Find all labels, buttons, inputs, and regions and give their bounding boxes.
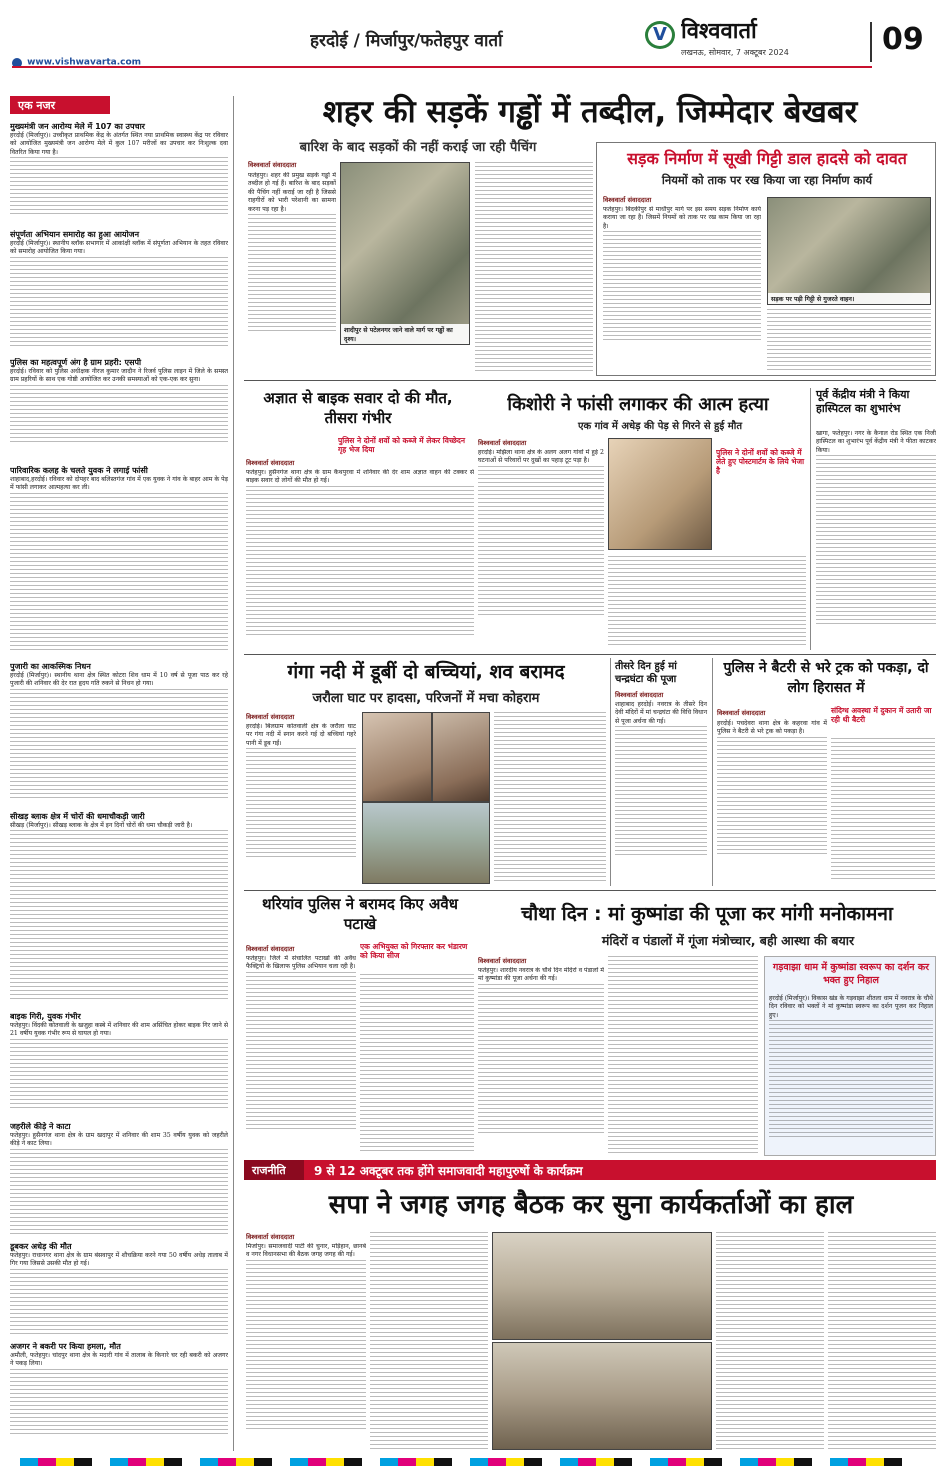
road-subhead: नियमों को ताक पर रख किया जा रहा निर्माण कार्य — [661, 173, 873, 187]
crackers-text-lines — [246, 972, 356, 1132]
brief-text-lines — [10, 157, 228, 217]
politics-body-cont — [828, 1232, 936, 1450]
brief-title: सीखड़ ब्लाक क्षेत्र में चोरों की धमाचौकड़ी जारी — [10, 812, 145, 821]
chandraghanta-byline: विश्ववार्ता संवाददाता — [615, 691, 664, 699]
politics-label: राजनीति — [244, 1160, 304, 1180]
battery-byline: विश्ववार्ता संवाददाता — [717, 709, 766, 717]
ganga-body — [246, 723, 356, 873]
brief-title: पारिवारिक कलह के चलते युवक ने लगाई फांसी — [10, 466, 148, 475]
lead-photo-caption: शादीपुर से पटेलनगर जाने वाले मार्ग पर गड्ढों का दृश्य। — [341, 324, 469, 344]
minister-story — [810, 388, 936, 650]
kushmanda-byline: विश्ववार्ता संवाददाता — [478, 957, 527, 965]
website-url[interactable] — [12, 52, 192, 66]
lead-headline: शहर की सड़कें गड्ढों में तब्दील, जिम्मेदार बेखबर — [322, 94, 858, 130]
brief-text-lines — [10, 689, 228, 799]
politics-text: मिर्जापुर। समाजवादी पार्टी की चुनार, मड़िहान, छानबे व नगर विधानसभा की बैठक जगह जगह की गई। — [246, 1243, 366, 1259]
brief-title: बाइक गिरी, युवक गंभीर — [10, 1012, 81, 1021]
ek-nazar-column — [8, 96, 234, 1451]
brief-text: फतेहपुर। हुसैनगंज थाना क्षेत्र के ग्राम खदापुर में शनिवार की शाम 35 वर्षीय युवक को जहरीले कीड़े ने काट लिया। — [10, 1132, 228, 1148]
politics-text-lines — [370, 1232, 488, 1450]
suicide-text-lines — [478, 466, 604, 616]
brief-title: पुजारी का आकस्मिक निधन — [10, 662, 91, 671]
page-number — [870, 22, 930, 62]
politics-text-lines — [246, 1260, 366, 1430]
road-photo-caption: सड़क पर पड़ी गिट्टी से गुजरते वाहन। — [768, 293, 930, 304]
bike-callout: पुलिस ने दोनों शवों को कब्जे में लेकर विच्छेदन गृह भेज दिया — [338, 436, 466, 454]
road-text-lines — [603, 231, 761, 341]
ganga-text-lines — [246, 748, 356, 858]
ganga-photo-girl-2 — [432, 712, 490, 802]
brief-item — [10, 358, 228, 466]
brief-text: शाहाबाद,हरदोई। रविवार को दोपहर बाद बलिस्तगंज गांव में एक युवक ने गांव के बाहर आम के पेड़ में फांसी लगाकर आत्महत्या कर ली। — [10, 476, 228, 492]
ganga-headline: गंगा नदी में डूबीं दो बच्चियां, शव बरामद — [287, 661, 565, 683]
globe-icon — [12, 58, 22, 67]
logo-text: विश्ववार्ता — [681, 19, 757, 44]
politics-body-cont — [716, 1232, 824, 1450]
battery-body-cont — [831, 738, 935, 882]
road-byline: विश्ववार्ता संवाददाता — [603, 196, 652, 204]
brief-text-lines — [10, 385, 228, 445]
kushmanda-box-text: हरदोई (मिर्जापुर)। विकास खंड के गड़वाझा शीतला धाम में नवरात्र के चौथे दिन रविवार को भक्तों ने मां कुष्मांडा स्वरूप का दर्शन पूजन कर निहाल हुए। — [769, 995, 933, 1019]
suicide-body — [478, 449, 604, 649]
divider — [244, 380, 936, 381]
kushmanda-box-headline: गड़वाझा धाम में कुष्मांडा स्वरूप का दर्शन कर भक्त हुए निहाल — [772, 962, 930, 986]
brief-title: जहरीले कीड़े ने काटा — [10, 1122, 71, 1131]
divider — [244, 654, 936, 655]
brief-text: अमौली, फतेहपुर। चांदपुर थाना क्षेत्र के मदारी गांव में तालाब के किनारे चर रही बकरी को अजगर ने पकड़ लिया। — [10, 1352, 228, 1368]
suicide-text: हरदोई। मझिला थाना क्षेत्र के अलग अलग गांवों में हुई 2 घटनाओं से परिवारों पर दुखों का पहाड़ टूट पड़ा है। — [478, 449, 604, 465]
lead-body-cont — [475, 162, 593, 372]
brief-item — [10, 812, 228, 1012]
road-photo — [767, 197, 931, 305]
lead-text: फतेहपुर। शहर की प्रमुख सड़कें गड्ढों में तब्दील हो गई हैं। बारिश के बाद सड़कों की पैचिंग नहीं कराई जा रही है जिससे राहगीरों को भारी परेशानी का सामना करना पड़ रहा है। — [248, 172, 336, 213]
header-rule — [12, 66, 872, 68]
brief-title: पुलिस का महत्वपूर्ण अंग है ग्राम प्रहरी: एसपी — [10, 358, 142, 367]
chandraghanta-text-lines — [615, 726, 707, 856]
kushmanda-text-lines — [608, 956, 758, 1156]
brief-text: हरदोई। रविवार को पुलिस अधीक्षक नीरज कुमार जादौन ने रिजर्व पुलिस लाइन में जिले के समस्त ग्राम प्रहरियों के साथ एक गोष्ठी आयोजित कर उनकी समस्याओं को एक-एक कर सुना। — [10, 368, 228, 384]
kushmanda-box-lines — [769, 1020, 933, 1140]
brief-text-lines — [10, 1149, 228, 1234]
kushmanda-subhead: मंदिरों व पंडालों में गूंजा मंत्रोच्चार, बही आस्था की बयार — [601, 933, 855, 948]
minister-text: खागा, फतेहपुर। नगर के कैनाल रोड स्थित एक निजी हास्पिटल का शुभारंभ पूर्व केंद्रीय मंत्री ने फीता काटकर किया। — [816, 430, 936, 454]
brief-item — [10, 1242, 228, 1342]
lead-text-lines — [248, 214, 336, 334]
ganga-photo-girl-1 — [362, 712, 432, 802]
suicide-text-lines — [608, 556, 806, 648]
crackers-text: फतेहपुर। जिले में संचालित पटाखों की अवैध फैक्ट्रियों के खिलाफ पुलिस अभियान चला रही है। — [246, 955, 356, 971]
battery-body — [717, 720, 827, 882]
road-headline: सड़क निर्माण में सूखी गिट्टी डाल हादसे को दावत — [627, 149, 907, 168]
page-number-text: 09 — [882, 22, 924, 57]
politics-body-cont — [370, 1232, 488, 1450]
politics-photo-2 — [492, 1342, 712, 1450]
kushmanda-text-lines — [478, 984, 604, 1134]
crackers-body — [246, 955, 356, 1155]
ganga-text: हरदोई। बिलग्राम कोतवाली क्षेत्र के जरौला घाट पर गंगा नदी में स्नान करने गई दो बच्चियां गहरे पानी में डूब गईं। — [246, 723, 356, 747]
road-text-lines — [767, 309, 931, 371]
kushmanda-body-cont — [608, 956, 758, 1156]
bike-byline: विश्ववार्ता संवाददाता — [246, 459, 295, 467]
battery-callout: संदिग्ध अवस्था में दुकान में उतारी जा रही थी बैटरी — [831, 706, 932, 724]
kushmanda-text: फतेहपुर। शारदीय नवरात्र के चौथे दिन मंदिरों व पंडालों में मां कुष्मांडा की पूजा अर्चना की गई। — [478, 967, 604, 983]
kushmanda-body — [478, 967, 604, 1155]
battery-text-lines — [831, 738, 935, 882]
suicide-callout: पुलिस ने दोनों शवों को कब्जे में लेते हुए पोस्टमार्टम के लिये भेजा है — [716, 448, 805, 475]
brief-text-lines — [10, 1039, 228, 1109]
road-body — [603, 206, 761, 372]
crackers-callout: एक अभियुक्त को गिरफ्तार कर भंडारण को किया सीज — [360, 942, 468, 960]
lead-subhead: बारिश के बाद सड़कों की नहीं कराई जा रही पैचिंग — [299, 140, 537, 155]
brief-text-lines — [10, 493, 228, 653]
brief-text-lines — [10, 1269, 228, 1334]
crackers-body-cont — [360, 974, 474, 1154]
chandraghanta-text: शाहाबाद हरदोई। नवरात्र के तीसरे दिन देवी मंदिरों में मां चन्द्रघंटा की विधि विधान से पूजा अर्चना की गई। — [615, 701, 708, 725]
politics-headline: सपा ने जगह जगह बैठक कर सुना कार्यकर्ताओं का हाल — [328, 1190, 854, 1220]
road-story-box — [596, 142, 936, 376]
brief-text: फतेहपुर। विंदकी कोतवाली के खजुहा कस्बे में शनिवार की शाम असिंचित होकर बाइक गिर जाने से 21 वर्षीय युवक गंभीर रूप से घायल हो गया। — [10, 1022, 228, 1038]
brief-text-lines — [10, 830, 228, 1000]
brief-text: हरदोई (मिर्जापुर)। उच्चीकृत प्राथमिक केंद्र के अंतर्गत स्थित नया प्राथमिक स्वास्थ्य केंद्र पर रविवार को आयोजित मुख्यमंत्री जन आरोग्य मेले में कुल 107 मरीजों का उपचार कर निःशुल्क दवा वितरित किया गया है। — [10, 132, 228, 156]
kushmanda-headline: चौथा दिन : मां कुष्मांडा की पूजा कर मांगी मनोकामना — [521, 903, 893, 925]
bike-text: फतेहपुर। हुसैनगंज थाना क्षेत्र के ग्राम कैथपुरवा में शनिवार की देर शाम अज्ञात वाहन की टक्कर से बाइक सवार दो लोगों की मौत हो गई। — [246, 469, 474, 485]
politics-body — [246, 1243, 366, 1451]
bike-text-lines — [246, 486, 474, 636]
ek-nazar-items — [10, 122, 228, 1451]
printer-color-bar — [0, 1456, 945, 1468]
brief-item — [10, 1122, 228, 1242]
kushmanda-box-body — [769, 995, 933, 1153]
suicide-subhead: एक गांव में अधेड़ की पेड़ से गिरने से हुई मौत — [577, 421, 743, 432]
dateline: लखनऊ, सोमवार, 7 अक्टूबर 2024 — [681, 48, 789, 57]
lead-body — [248, 172, 336, 372]
divider — [244, 890, 936, 891]
kushmanda-box — [764, 956, 936, 1156]
brief-title: डूबकर अधेड़ की मौत — [10, 1242, 72, 1251]
logo-icon: V — [645, 21, 675, 49]
ek-nazar-label: एक नजर — [10, 96, 110, 114]
bike-headline: अज्ञात से बाइक सवार दो की मौत, तीसरा गंभीर — [263, 389, 453, 427]
politics-text-lines — [716, 1232, 824, 1450]
politics-strip — [244, 1160, 936, 1180]
minister-body — [816, 430, 936, 646]
suicide-headline: किशोरी ने फांसी लगाकर की आत्म हत्या — [507, 394, 769, 415]
lead-byline: विश्ववार्ता संवाददाता — [248, 161, 297, 169]
logo — [645, 15, 860, 70]
battery-headline: पुलिस ने बैटरी से भरे ट्रक को पकड़ा, दो लोग हिरासत में — [723, 660, 929, 696]
suicide-photo — [608, 438, 712, 550]
masthead — [0, 0, 945, 80]
crackers-headline: थरियांव पुलिस ने बरामद किए अवैध पटाखे — [262, 895, 458, 933]
battery-story — [712, 658, 936, 886]
brief-title: अजगर ने बकरी पर किया हमला, मौत — [10, 1342, 121, 1351]
brief-text-lines — [10, 257, 228, 347]
minister-text-lines — [816, 455, 936, 625]
suicide-byline: विश्ववार्ता संवाददाता — [478, 439, 527, 447]
brief-item — [10, 466, 228, 662]
brief-text: हरदोई (मिर्जापुर)। स्थानीय थाना क्षेत्र स्थित कोटरा शिव धाम में 10 वर्ष से पूजा पाठ कर रहे पुजारी की शनिवार की देर रात हृदय गति रुकने से निधन हो गया। — [10, 672, 228, 688]
minister-headline: पूर्व केंद्रीय मंत्री ने किया हास्पिटल का शुभारंभ — [816, 388, 910, 415]
bike-body — [246, 469, 474, 651]
ganga-subhead: जरौला घाट पर हादसा, परिजनों में मचा कोहराम — [312, 691, 540, 706]
brief-text: सीखड़ (मिर्जापुर)। सीखड़ ब्लाक के क्षेत्र में इन दिनों चोरों की धमा चौकड़ी जारी है। — [10, 822, 193, 829]
brief-text: हरदोई (मिर्जापुर)। स्थानीय ब्लॉक सभागार में आकांक्षी ब्लॉक में संपूर्णता अभियान के तहत रविवार को समारोह आयोजित किया गया। — [10, 240, 228, 256]
chandraghanta-headline: तीसरे दिन हुई मां चन्द्रघंटा की पूजा — [615, 661, 677, 685]
brief-title: मुख्यमंत्री जन आरोग्य मेले में 107 का उपचार — [10, 122, 145, 131]
crackers-text-lines — [360, 974, 474, 1154]
brief-item — [10, 662, 228, 812]
website-text[interactable]: www.vishwavarta.com — [27, 57, 142, 66]
suicide-body-cont — [608, 556, 806, 648]
brief-item — [10, 122, 228, 230]
battery-text: हरदोई। पचदेवरा थाना क्षेत्र के कहरवा गांव में पुलिस ने बैटरी से भरे ट्रक को पकड़ा है। — [717, 720, 827, 736]
ganga-text-lines — [494, 712, 606, 884]
lead-photo — [340, 162, 470, 345]
politics-text-lines — [828, 1232, 936, 1450]
brief-title: संपूर्णता अभियान समारोह का हुआ आयोजन — [10, 230, 140, 239]
section-title: हरदोई / मिर्जापुर/फतेहपुर वार्ता — [310, 31, 503, 51]
ganga-byline: विश्ववार्ता संवाददाता — [246, 713, 295, 721]
ganga-photo-crowd — [362, 802, 490, 884]
brief-item — [10, 1342, 228, 1442]
road-body-cont — [767, 309, 931, 371]
politics-ticker: 9 से 12 अक्टूबर तक होंगे समाजवादी महापुरुषों के कार्यक्रम — [314, 1164, 583, 1178]
lead-text-lines — [475, 162, 593, 372]
chandraghanta-body — [615, 701, 707, 883]
brief-item — [10, 230, 228, 358]
chandraghanta-story — [610, 658, 708, 886]
politics-byline: विश्ववार्ता संवाददाता — [246, 1233, 295, 1241]
ganga-body-cont — [494, 712, 606, 884]
crackers-byline: विश्ववार्ता संवाददाता — [246, 945, 295, 953]
battery-text-lines — [717, 737, 827, 857]
road-text: फतेहपुर। बिंदकीपुर से माधौपुर मार्ग पर इस समय सड़क निर्माण कार्य कराया जा रहा है। जिसमें नियमों को ताक पर रख काम किया जा रहा है। — [603, 206, 761, 230]
brief-text-lines — [10, 1369, 228, 1434]
brief-item — [10, 1012, 228, 1122]
brief-text: फतेहपुर। राधानगर थाना क्षेत्र के ग्राम बंसवापुर में शौचक्रिया करने गया 50 वर्षीय अधेड़ तालाब में गिर गया जिससे उसकी मौत हो गई। — [10, 1252, 228, 1268]
politics-photo-1 — [492, 1232, 712, 1340]
